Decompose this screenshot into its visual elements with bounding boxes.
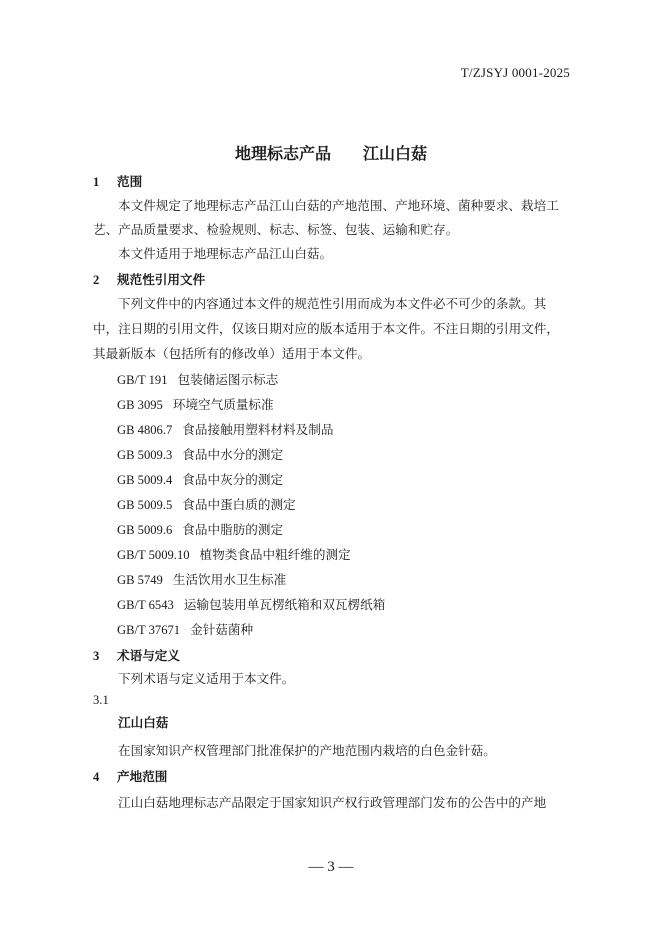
term-definition: 在国家知识产权管理部门批准保护的产地范围内栽培的白色金针菇。 (118, 743, 496, 758)
section-4-title: 产地范围 (117, 769, 168, 784)
document-code: T/ZJSYJ 0001-2025 (460, 65, 570, 80)
reference-title: 环境空气质量标准 (172, 397, 274, 412)
reference-title: 食品中灰分的测定 (182, 472, 284, 487)
reference-code: GB 5009.3 (117, 448, 173, 462)
reference-code: GB 5749 (117, 573, 163, 587)
reference-item (117, 397, 274, 413)
reference-code: GB 3095 (117, 398, 163, 412)
reference-title: 生活饮用水卫生标准 (172, 572, 287, 587)
reference-item (117, 622, 253, 638)
reference-item (117, 547, 351, 563)
section-2-paragraph-line-1: 下列文件中的内容通过本文件的规范性引用而成为本文件必不可少的条款。其 (118, 296, 547, 311)
reference-code: GB/T 191 (117, 373, 168, 387)
section-4-number: 4 (93, 770, 100, 784)
section-1-title: 范围 (117, 174, 143, 189)
reference-title: 运输包装用单瓦楞纸箱和双瓦楞纸箱 (183, 597, 386, 612)
term-name: 江山白菇 (118, 715, 169, 730)
reference-code: GB 5009.4 (117, 473, 173, 487)
reference-item (117, 372, 278, 388)
reference-title: 金针菇菌种 (190, 622, 254, 637)
reference-code: GB 4806.7 (117, 423, 173, 437)
reference-title: 食品中脂肪的测定 (182, 522, 284, 537)
section-1-paragraph-1-line-1: 本文件规定了地理标志产品江山白菇的产地范围、产地环境、菌种要求、栽培工 (118, 198, 559, 213)
page-number: — 3 — (308, 859, 354, 875)
section-2-title: 规范性引用文件 (117, 272, 206, 287)
section-3-number: 3 (93, 649, 100, 663)
document-title: 地理标志产品 江山白菇 (234, 144, 427, 163)
reference-title: 食品接触用塑料材料及制品 (182, 422, 334, 437)
reference-item (117, 447, 283, 463)
section-2-heading (93, 272, 205, 288)
reference-item (117, 497, 296, 513)
reference-item (117, 472, 283, 488)
reference-title: 包装储运图示标志 (177, 372, 279, 387)
reference-code: GB/T 37671 (117, 623, 181, 637)
reference-code: GB 5009.6 (117, 523, 173, 537)
reference-code: GB/T 6543 (117, 598, 174, 612)
section-1-paragraph-1-line-2: 艺、产品质量要求、检验规则、标志、标签、包装、运输和贮存。 (93, 222, 459, 237)
section-3-heading (93, 648, 180, 664)
section-4-heading (93, 769, 167, 785)
section-2-number: 2 (93, 273, 100, 287)
reference-item (117, 597, 385, 613)
section-2-paragraph-line-3: 其最新版本（包括所有的修改单）适用于本文件。 (93, 346, 371, 361)
section-3-title: 术语与定义 (117, 648, 180, 663)
term-number: 3.1 (93, 693, 109, 707)
section-4-paragraph-line-1: 江山白菇地理标志产品限定于国家知识产权行政管理部门发布的公告中的产地 (118, 795, 547, 810)
reference-item (117, 422, 333, 438)
section-3-paragraph: 下列术语与定义适用于本文件。 (118, 671, 295, 686)
reference-title: 食品中水分的测定 (182, 447, 284, 462)
section-1-number: 1 (93, 175, 100, 189)
reference-item (117, 572, 286, 588)
reference-code: GB 5009.5 (117, 498, 173, 512)
section-2-paragraph-line-2: 中，注日期的引用文件，仅该日期对应的版本适用于本文件。不注日期的引用文件， (93, 321, 559, 336)
reference-item (117, 522, 283, 538)
reference-title: 植物类食品中粗纤维的测定 (199, 547, 351, 562)
section-1-paragraph-2: 本文件适用于地理标志产品江山白菇。 (118, 246, 333, 261)
reference-code: GB/T 5009.10 (117, 548, 190, 562)
section-1-heading (93, 174, 142, 190)
reference-title: 食品中蛋白质的测定 (182, 497, 296, 512)
